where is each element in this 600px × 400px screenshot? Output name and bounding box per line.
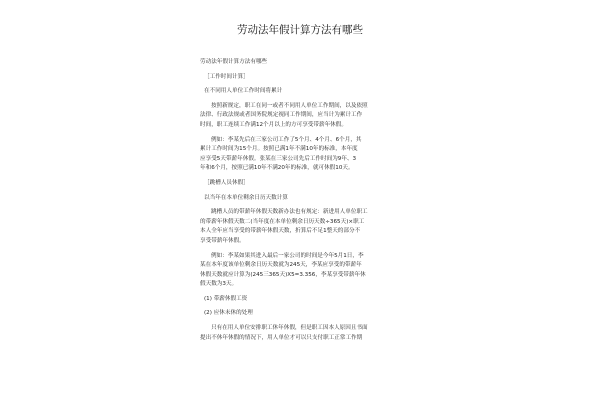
text-line: 本人全年应当享受的带薪年休假天数，折算后不足1整天的部分不 — [200, 228, 361, 235]
section-subtitle-job-hopping: 以当年在本单位剩余日历天数计算 — [204, 194, 288, 201]
text-line: 提出不休年休假的情况下，用人单位才可以只支付职工正常工作期 — [200, 334, 363, 341]
text-line: 跳槽人员的带薪年休假天数新办法也有规定：新进用人单位职工 — [211, 209, 368, 216]
text-line: 的带薪年休假天数二(当年度在本单位剩余日历天数÷365天)×职工 — [200, 218, 365, 225]
section-tag-job-hopping: ［跳槽人员休假］ — [204, 179, 249, 186]
text-line: 累计工作时间为15个月。按照已满1年不满10年的标准，本年度 — [200, 146, 358, 153]
text-line: 年和6个月，按照已满10年不满20年的标准，就可休假10天。 — [200, 165, 354, 172]
paragraph-work-time-example — [200, 136, 418, 174]
text-line: 法律、行政法规或者国务院规定视同工作期间，应当计为累计工作 — [200, 112, 363, 119]
text-line: 某在本年度该单位剩余日历天数就为245天，李某应享受的带薪年 — [200, 262, 362, 269]
text-line: 只有在用人单位安排职工休年休假，但是职工因本人原因且书面 — [211, 325, 368, 332]
paragraph-job-hopping-rule — [200, 208, 418, 246]
document-title: 劳动法年假计算方法有哪些 — [237, 24, 363, 36]
text-line: 假天数为3天。 — [200, 281, 238, 288]
section-heading: 劳动法年假计算方法有哪些 — [200, 59, 268, 65]
section-subtitle-work-time: 在不同用人单位工作时间将累计 — [204, 88, 283, 95]
text-line: 休假天数就应计算为(245三365天)X5=3.356，李某享受带薪年休 — [200, 271, 366, 278]
text-line: 按照新规定，职工在同一或者不同用人单位工作期间，以及依照 — [211, 102, 368, 109]
document-body — [200, 58, 418, 343]
paragraph-untaken-leave — [200, 324, 418, 343]
list-item-untaken-leave: (2) 应休未休的处理 — [204, 310, 253, 317]
paragraph-work-time-rule — [200, 102, 418, 131]
paragraph-job-hopping-example — [200, 252, 418, 290]
text-line: 例如：李某如果其进入最后一家公司的时间是今年5月1日，李 — [211, 252, 364, 259]
text-line: 享受带薪年休假。 — [200, 237, 245, 244]
text-line: 例如：李某先后在三家公司工作了5个月、4个月、6个月，其 — [211, 136, 362, 143]
list-item-paid-leave-wage: (1) 带薪休假工资 — [204, 295, 248, 302]
text-line: 应享受5天带薪年休假。张某在三家公司先后工作时间为9年、3 — [200, 155, 357, 162]
text-line: 时间，职工连续工作满12个月以上的方可享受带薪年休假。 — [200, 121, 347, 128]
section-tag-work-time: ［工作时间计算］ — [204, 73, 249, 80]
